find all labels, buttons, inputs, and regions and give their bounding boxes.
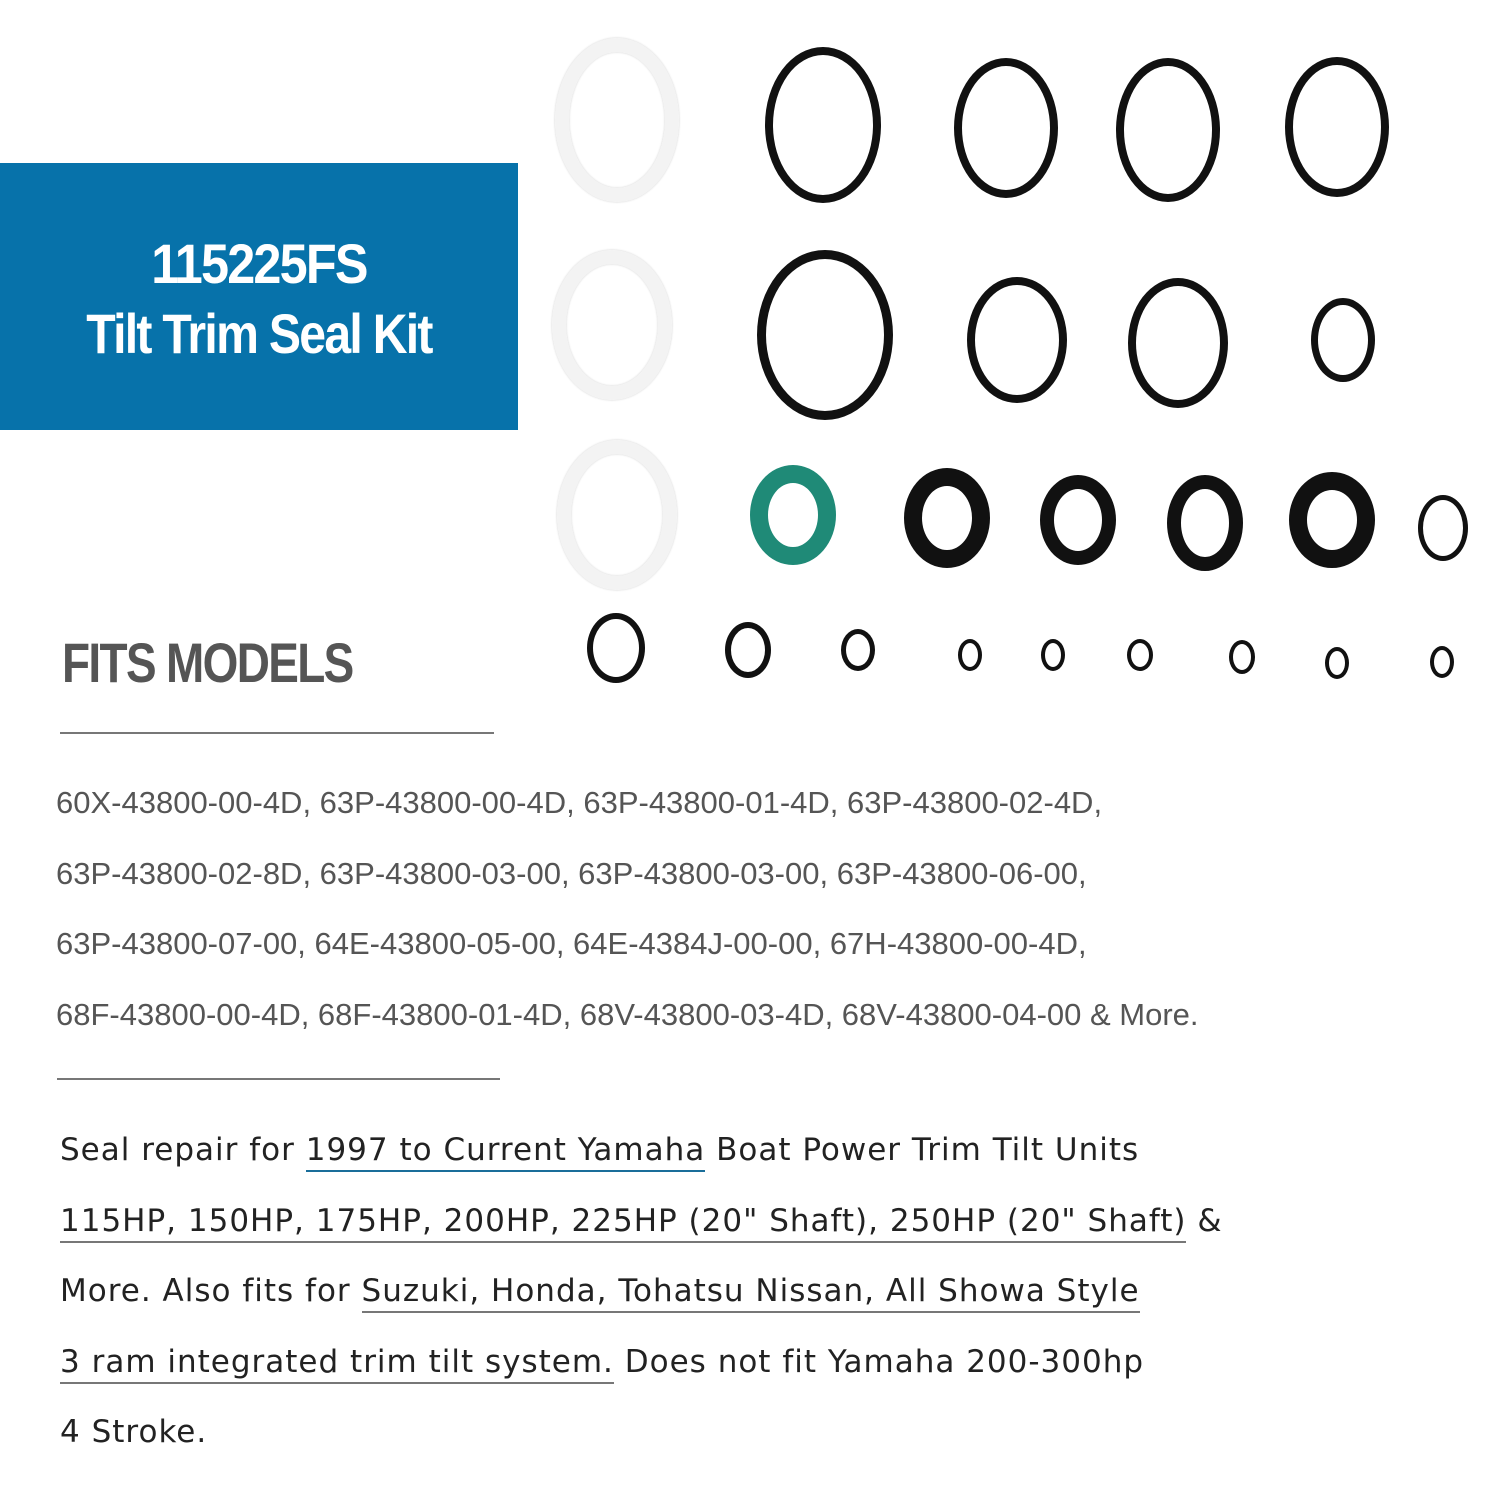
black-o-ring xyxy=(1311,298,1375,382)
desc-text: Boat Power Trim Tilt Units xyxy=(705,1132,1140,1168)
white-seal-ring xyxy=(557,440,677,590)
white-seal-ring xyxy=(552,250,672,400)
black-o-ring xyxy=(1229,640,1255,674)
black-o-ring xyxy=(1285,57,1389,197)
black-o-ring xyxy=(725,622,771,678)
black-o-ring xyxy=(1128,278,1228,408)
black-o-ring xyxy=(954,58,1058,198)
white-seal-ring xyxy=(555,38,679,202)
divider xyxy=(57,1078,500,1080)
black-o-ring xyxy=(1127,639,1153,671)
black-o-ring xyxy=(1167,475,1243,571)
fits-models-heading: FITS MODELS xyxy=(62,631,353,694)
black-o-ring xyxy=(1430,646,1454,678)
black-o-ring xyxy=(765,47,881,203)
part-number-line: 68F-43800-00-4D, 68F-43800-01-4D, 68V-43800-03-4D, 68V-43800-04-00 & More. xyxy=(56,996,1199,1032)
part-number-line: 63P-43800-07-00, 64E-43800-05-00, 64E-4384J-00-00, 67H-43800-00-4D, xyxy=(56,926,1087,961)
part-number-line: 63P-43800-02-8D, 63P-43800-03-00, 63P-43800-03-00, 63P-43800-06-00, xyxy=(56,855,1087,891)
desc-text: & xyxy=(1186,1202,1223,1239)
product-title: Tilt Trim Seal Kit xyxy=(86,302,432,365)
black-o-ring xyxy=(587,613,645,683)
title-banner xyxy=(0,163,518,430)
black-o-ring xyxy=(1040,475,1116,565)
part-number-list xyxy=(56,768,1476,1050)
desc-text: 4 Stroke. xyxy=(60,1414,208,1450)
desc-text: More. Also fits for xyxy=(60,1273,362,1309)
black-o-ring xyxy=(1418,495,1468,561)
black-o-ring xyxy=(1325,647,1349,679)
green-seal-ring xyxy=(750,465,836,565)
black-o-ring xyxy=(958,639,982,671)
black-o-ring xyxy=(1289,472,1375,568)
black-o-ring xyxy=(1041,639,1065,671)
part-number-line: 60X-43800-00-4D, 63P-43800-00-4D, 63P-43800-01-4D, 63P-43800-02-4D, xyxy=(56,785,1103,820)
black-o-ring xyxy=(967,277,1067,403)
desc-highlight: 1997 to Current Yamaha xyxy=(306,1132,706,1172)
desc-highlight: Suzuki, Honda, Tohatsu Nissan, All Showa Style xyxy=(362,1273,1140,1313)
desc-highlight: 115HP, 150HP, 175HP, 200HP, 225HP (20" Shaft), 250HP (20" Shaft) xyxy=(60,1203,1186,1243)
black-o-ring xyxy=(841,629,875,671)
divider xyxy=(60,732,494,734)
model-number: 115225FS xyxy=(151,232,367,295)
black-o-ring xyxy=(904,468,990,568)
compatibility-description xyxy=(60,1115,1480,1468)
desc-highlight: 3 ram integrated trim tilt system. xyxy=(60,1344,614,1384)
black-o-ring xyxy=(757,250,893,420)
desc-text: Seal repair for xyxy=(60,1132,306,1168)
desc-text: Does not fit Yamaha 200-300hp xyxy=(613,1343,1145,1380)
black-o-ring xyxy=(1116,58,1220,202)
